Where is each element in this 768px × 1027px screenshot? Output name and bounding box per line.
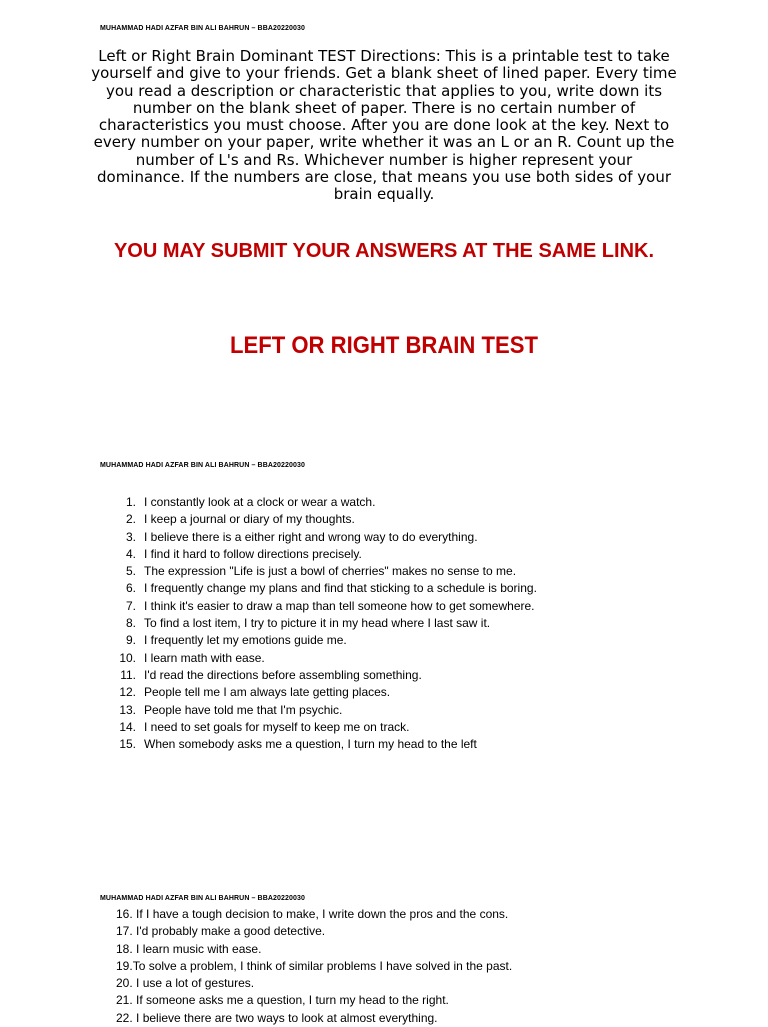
test-directions: Left or Right Brain Dominant TEST Directions: This is a printable test to take yourself and give to your friends. Get a blank sheet of lined paper. Every time you read a description or characteristic that applies to you, write down its number on the blank sheet of paper. There is no certain number of characteristics you must choose. After you are done look at the key. Next to every number on your paper, write whether it was an L or an R. Count up the number of L's and Rs. Whichever number is higher represent your dominance. If the numbers are close, that means you use both sides of your brain equally. [91,47,677,204]
page-header: MUHAMMAD HADI AZFAR BIN ALI BAHRUN – BBA20220030 [100,462,305,469]
item-text: I find it hard to follow directions precisely. [144,546,362,561]
item-number: 5. [125,564,136,579]
item-text: The expression "Life is just a bowl of cherries" makes no sense to me. [144,564,517,579]
list-item [100,958,512,975]
item-number: 9. [125,633,136,648]
item-text: To find a lost item, I try to picture it in my head where I last saw it. [144,616,491,631]
list-item [100,667,537,684]
item-number: 6. [125,581,136,596]
submit-note: YOU MAY SUBMIT YOUR ANSWERS AT THE SAME LINK. [113,240,655,262]
item-number: 3. [125,529,136,544]
list-item [100,529,537,546]
item-number: 22. [116,1010,133,1025]
question-list [100,906,512,1027]
item-text: If someone asks me a question, I turn my head to the right. [136,993,449,1008]
item-number: 20. [116,976,133,991]
item-text: People have told me that I'm psychic. [144,702,343,717]
item-number: 7. [125,598,136,613]
list-item [100,975,512,992]
list-item [100,546,537,563]
item-text: If I have a tough decision to make, I write down the pros and the cons. [136,907,509,921]
item-number: 17. [116,924,133,939]
item-text: I keep a journal or diary of my thoughts. [144,512,355,527]
item-text: I'd probably make a good detective. [136,924,326,939]
item-text: I frequently change my plans and find that sticking to a schedule is boring. [144,581,537,596]
item-text: I constantly look at a clock or wear a watch. [144,495,376,509]
page-header: MUHAMMAD HADI AZFAR BIN ALI BAHRUN – BBA20220030 [100,895,305,902]
item-number: 4. [125,546,136,561]
item-number: 14. [119,719,136,734]
item-number: 12. [119,685,136,700]
item-text: I frequently let my emotions guide me. [144,633,347,648]
list-item [100,632,537,649]
list-item [100,992,512,1009]
item-text: I learn music with ease. [136,941,262,956]
item-number: 21. [116,993,133,1008]
list-item [100,719,537,736]
list-item [100,580,537,597]
list-item [100,684,537,701]
list-item [100,615,537,632]
item-text: I use a lot of gestures. [136,976,255,991]
item-number: 10. [119,650,136,665]
item-number: 16. [116,907,133,921]
item-text: When somebody asks me a question, I turn my head to the left [144,737,477,752]
item-text: I believe there is a either right and wrong way to do everything. [144,529,478,544]
list-item [100,941,512,958]
list-item [100,906,512,923]
item-text: I believe there are two ways to look at almost everything. [136,1010,438,1025]
item-number: 15. [119,737,136,752]
item-number: 1. [125,495,136,509]
item-number: 13. [119,702,136,717]
item-number: 11. [120,667,136,682]
item-number: 8. [125,616,136,631]
list-item [100,650,537,667]
test-title: LEFT OR RIGHT BRAIN TEST [230,332,538,359]
item-text: I learn math with ease. [144,650,265,665]
list-item [100,702,537,719]
item-number: 2. [125,512,136,527]
list-item [100,923,512,940]
list-item [100,511,537,528]
item-number: 19. [116,958,133,973]
item-text: To solve a problem, I think of similar problems I have solved in the past. [132,958,513,973]
item-number: 18. [116,941,133,956]
question-list [100,494,537,753]
list-item [100,563,537,580]
list-item [100,494,537,511]
item-text: I'd read the directions before assembling something. [144,667,422,682]
list-item [100,1010,512,1027]
page-header: MUHAMMAD HADI AZFAR BIN ALI BAHRUN – BBA20220030 [100,25,305,32]
item-text: People tell me I am always late getting places. [144,685,391,700]
item-text: I need to set goals for myself to keep me on track. [144,719,410,734]
item-text: I think it's easier to draw a map than tell someone how to get somewhere. [144,598,535,613]
list-item [100,598,537,615]
list-item [100,736,537,753]
